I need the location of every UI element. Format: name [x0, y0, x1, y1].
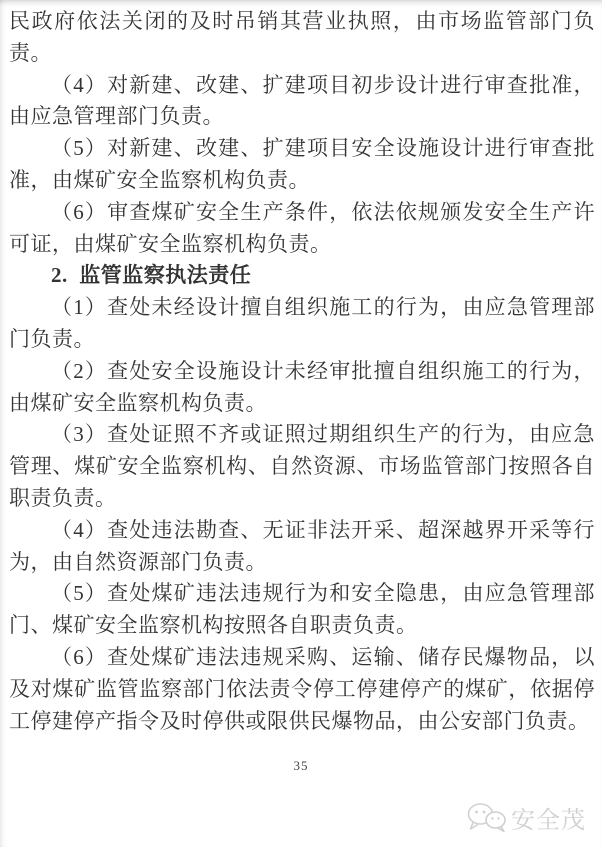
paragraph: （2）查处安全设施设计未经审批擅自组织施工的行为，由煤矿安全监察机构负责。 — [9, 358, 595, 415]
brand-name: 安全茂 — [511, 807, 586, 834]
wechat-bubbles-icon — [467, 802, 507, 834]
document-body — [9, 6, 595, 737]
paragraph: 民政府依法关闭的及时吊销其营业执照，由市场监管部门负责。 — [9, 9, 595, 65]
brand-watermark — [467, 800, 586, 835]
paragraph: （6）审查煤矿安全生产条件，依法依规颁发安全生产许可证，由煤矿安全监察机构负责。 — [9, 199, 595, 256]
paragraph: （4）查处违法勘查、无证非法开采、超深越界开采等行为，由自然资源部门负责。 — [9, 517, 595, 574]
paragraph: （3）查处证照不齐或证照过期组织生产的行为，由应急管理、煤矿安全监察机构、自然资源、市场监管部门按照各自职责负责。 — [9, 422, 595, 510]
paragraph: （6）查处煤矿违法违规采购、运输、储存民爆物品，以及对煤矿监管监察部门依法责令停工停建停产的煤矿，依据停工停建停产指令及时停供或限供民爆物品，由公安部门负责。 — [9, 644, 595, 733]
paragraph: （5）对新建、改建、扩建项目安全设施设计进行审查批准，由煤矿安全监察机构负责。 — [9, 136, 595, 192]
paragraph: （4）对新建、改建、扩建项目初步设计进行审查批准，由应急管理部门负责。 — [9, 72, 595, 129]
section-heading: 2. 监管监察执法责任 — [51, 263, 252, 288]
page-number: 35 — [293, 758, 309, 773]
paragraph: （5）查处煤矿违法违规行为和安全隐患，由应急管理部门、煤矿安全监察机构按照各自职责负责。 — [9, 581, 595, 638]
paragraph: （1）查处未经设计擅自组织施工的行为，由应急管理部门负责。 — [9, 295, 595, 351]
